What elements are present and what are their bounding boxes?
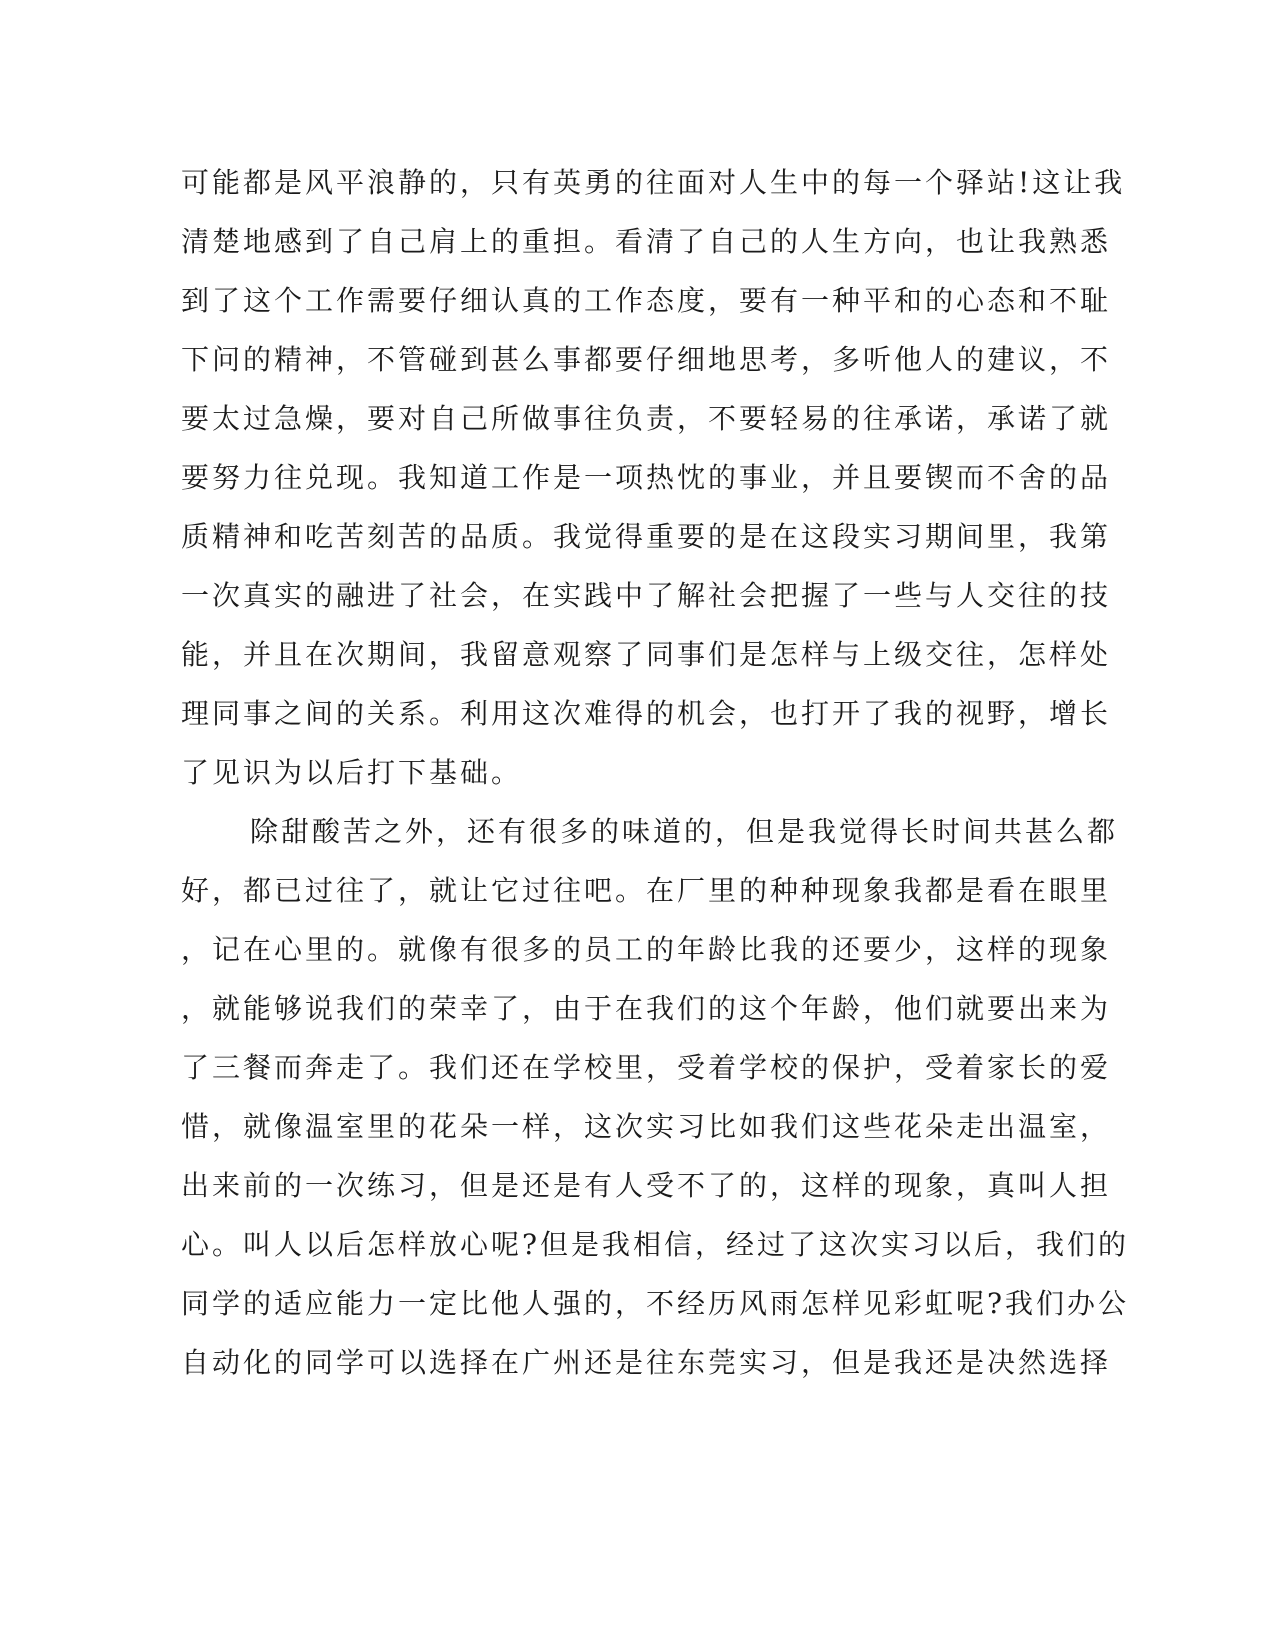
text-line: 质精神和吃苦刻苦的品质。我觉得重要的是在这段实习期间里，我第 [181, 520, 1112, 553]
text-line: 理同事之间的关系。利用这次难得的机会，也打开了我的视野，增长 [181, 697, 1112, 730]
text-line: 惜，就像温室里的花朵一样，这次实习比如我们这些花朵走出温室， [181, 1110, 1112, 1143]
text-line: 要太过急燥，要对自己所做事往负责，不要轻易的往承诺，承诺了就 [181, 402, 1112, 435]
text-line: 可能都是风平浪静的，只有英勇的往面对人生中的每一个驿站!这让我 [181, 166, 1126, 199]
text-line: 心。叫人以后怎样放心呢?但是我相信，经过了这次实习以后，我们的 [181, 1228, 1130, 1261]
text-line: 下问的精神，不管碰到甚么事都要仔细地思考，多听他人的建议，不 [181, 343, 1112, 376]
text-line: ，记在心里的。就像有很多的员工的年龄比我的还要少，这样的现象 [181, 933, 1112, 966]
text-line: 到了这个工作需要仔细认真的工作态度，要有一种平和的心态和不耻 [181, 284, 1112, 317]
text-line: 了三餐而奔走了。我们还在学校里，受着学校的保护，受着家长的爱 [181, 1051, 1112, 1084]
text-line: 同学的适应能力一定比他人强的，不经历风雨怎样见彩虹呢?我们办公 [181, 1287, 1130, 1320]
text-line: 好，都已过往了，就让它过往吧。在厂里的种种现象我都是看在眼里 [181, 874, 1112, 907]
text-line: 了见识为以后打下基础。 [181, 756, 523, 789]
text-line: 一次真实的融进了社会，在实践中了解社会把握了一些与人交往的技 [181, 579, 1112, 612]
text-line: 清楚地感到了自己肩上的重担。看清了自己的人生方向，也让我熟悉 [181, 225, 1112, 258]
text-line: 要努力往兑现。我知道工作是一项热忱的事业，并且要锲而不舍的品 [181, 461, 1112, 494]
paragraph-first-line: 除甜酸苦之外，还有很多的味道的，但是我觉得长时间共甚么都 [250, 815, 1119, 848]
text-line: ，就能够说我们的荣幸了，由于在我们的这个年龄，他们就要出来为 [181, 992, 1112, 1025]
text-line: 出来前的一次练习，但是还是有人受不了的，这样的现象，真叫人担 [181, 1169, 1112, 1202]
text-line: 自动化的同学可以选择在广州还是往东莞实习，但是我还是决然选择 [181, 1346, 1112, 1379]
text-line: 能，并且在次期间，我留意观察了同事们是怎样与上级交往，怎样处 [181, 638, 1112, 671]
